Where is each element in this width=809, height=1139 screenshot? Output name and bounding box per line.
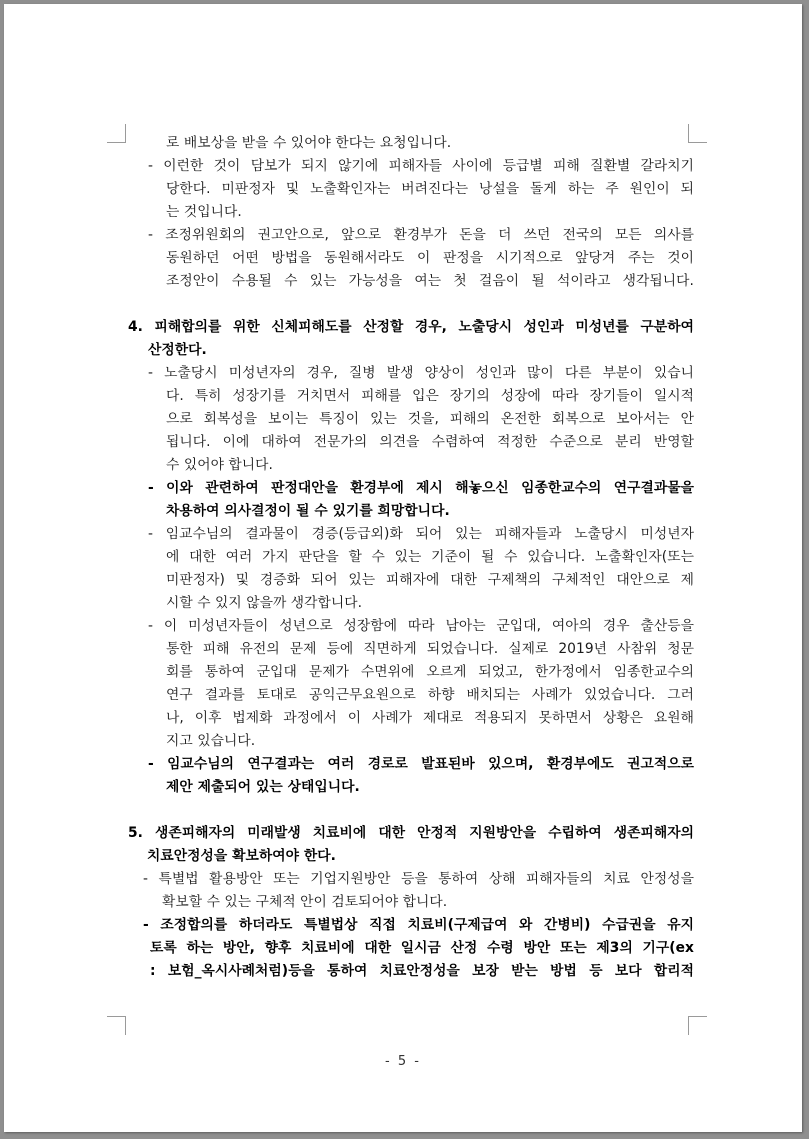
text-line: 연구 결과를 토대로 공익근무요원으로 하향 배치되는 사례가 있었습니다. 그러	[166, 687, 694, 703]
paragraph-gap	[122, 799, 694, 822]
text-line: 는 것입니다.	[166, 204, 242, 220]
text-line: 동원하던 어떤 방법을 동원해서라도 이 판정을 시기적으로 앞당겨 주는 것이	[166, 250, 694, 266]
margin-mark-bottom-left	[107, 1016, 126, 1035]
bullet-line-bold: - 이와 관련하여 판정대안을 환경부에 제시 해놓으신 임종한교수의 연구결과물을	[148, 480, 694, 496]
bullet-line: - 이런한 것이 담보가 되지 않기에 피해자들 사이에 등급별 피해 질환별 갈라치기	[148, 158, 694, 174]
bullet-line-bold: - 조정합의를 하더라도 특별법상 직접 치료비(구제급여 와 간병비) 수급권을 유지	[143, 917, 694, 933]
text-line: 수 있어야 합니다.	[166, 457, 273, 473]
body-text	[122, 132, 694, 983]
bullet-line: - 특별법 활용방안 또는 기업지원방안 등을 통하여 상해 피해자들의 치료 안정성을	[143, 871, 694, 887]
text-line: 당한다. 미판정자 및 노출확인자는 버려진다는 낭설을 돌게 하는 주 원인이 되	[166, 181, 694, 197]
text-line: 미판정자) 및 경증화 되어 있는 피해자에 대한 구제책의 구체적인 대안으로 제	[166, 572, 694, 588]
bullet-line: - 노출당시 미성년자의 경우, 질병 발생 양상이 성인과 많이 다른 부분이 있습니	[148, 365, 694, 381]
text-line-bold: 토록 하는 방안, 향후 치료비에 대한 일시금 산정 수령 방안 또는 제3의 기구(ex	[150, 940, 694, 956]
text-line: 에 대한 여러 가지 판단을 할 수 있는 기준이 될 수 있습니다. 노출확인자(또는	[166, 549, 694, 565]
text-line: 회를 통하여 군입대 문제가 수면위에 오르게 되었고, 한가정에서 임종한교수의	[166, 664, 694, 680]
text-line: 통한 피해 유전의 문제 등에 직면하게 되었습니다. 실제로 2019년 사참위 청문	[166, 641, 694, 657]
text-line: 됩니다. 이에 대하여 전문가의 의견을 수렴하여 적정한 수준으로 분리 반영할	[166, 434, 694, 450]
text-line-bold: 차용하여 의사결정이 될 수 있기를 희망합니다.	[166, 503, 450, 519]
bullet-line: - 임교수님의 결과물이 경증(등급외)화 되어 있는 피해자들과 노출당시 미성년자	[148, 526, 694, 542]
bullet-line: - 조정위원회의 권고안으로, 앞으로 환경부가 돈을 더 쓰던 전국의 모든 의사를	[148, 227, 694, 243]
text-line: 로 배보상을 받을 수 있어야 한다는 요청입니다.	[166, 135, 452, 151]
section-heading-4: 4. 피해합의를 위한 신체피해도를 산정할 경우, 노출당시 성인과 미성년를 구분하여	[128, 319, 694, 335]
paragraph-gap	[122, 293, 694, 316]
text-line: 지고 있습니다.	[166, 733, 256, 749]
text-line-bold: : 보험_옥시사례처럼)등을 통하여 치료안정성을 보장 받는 방법 등 보다 합리적	[150, 963, 694, 979]
text-line: 으로 회복성을 보이는 특징이 있는 것을, 피해의 온전한 회복으로 보아서는 안	[166, 411, 694, 427]
document-page	[4, 4, 802, 1132]
section-heading-5: 5. 생존피해자의 미래발생 치료비에 대한 안정적 지원방안을 수립하여 생존피해자의	[128, 825, 694, 841]
text-line: 다. 특히 성장기를 거치면서 피해를 입은 장기의 성장에 따라 장기들이 일시적	[166, 388, 694, 404]
section-heading-4-cont: 산정한다.	[148, 342, 207, 358]
section-heading-5-cont: 치료안정성을 확보하여야 한다.	[147, 848, 336, 864]
text-line: 나, 이후 법제화 과정에서 이 사례가 제대로 적용되지 못하면서 상황은 요원해	[166, 710, 694, 726]
margin-mark-bottom-right	[688, 1016, 707, 1035]
page-number: - 5 -	[385, 1054, 421, 1069]
bullet-line-bold: - 임교수님의 연구결과는 여러 경로로 발표된바 있으며, 환경부에도 권고적으로	[148, 756, 694, 772]
text-line: 시할 수 있지 않을까 생각합니다.	[166, 595, 363, 611]
text-line: 조정안이 수용될 수 있는 가능성을 여는 첫 걸음이 될 석이라고 생각됩니다.	[166, 273, 694, 289]
text-line: 확보할 수 있는 구체적 안이 검토되어야 합니다.	[162, 894, 448, 910]
text-line-bold: 제안 제출되어 있는 상태입니다.	[166, 779, 360, 795]
bullet-line: - 이 미성년자들이 성년으로 성장함에 따라 남아는 군입대, 여아의 경우 출산등을	[148, 618, 694, 634]
